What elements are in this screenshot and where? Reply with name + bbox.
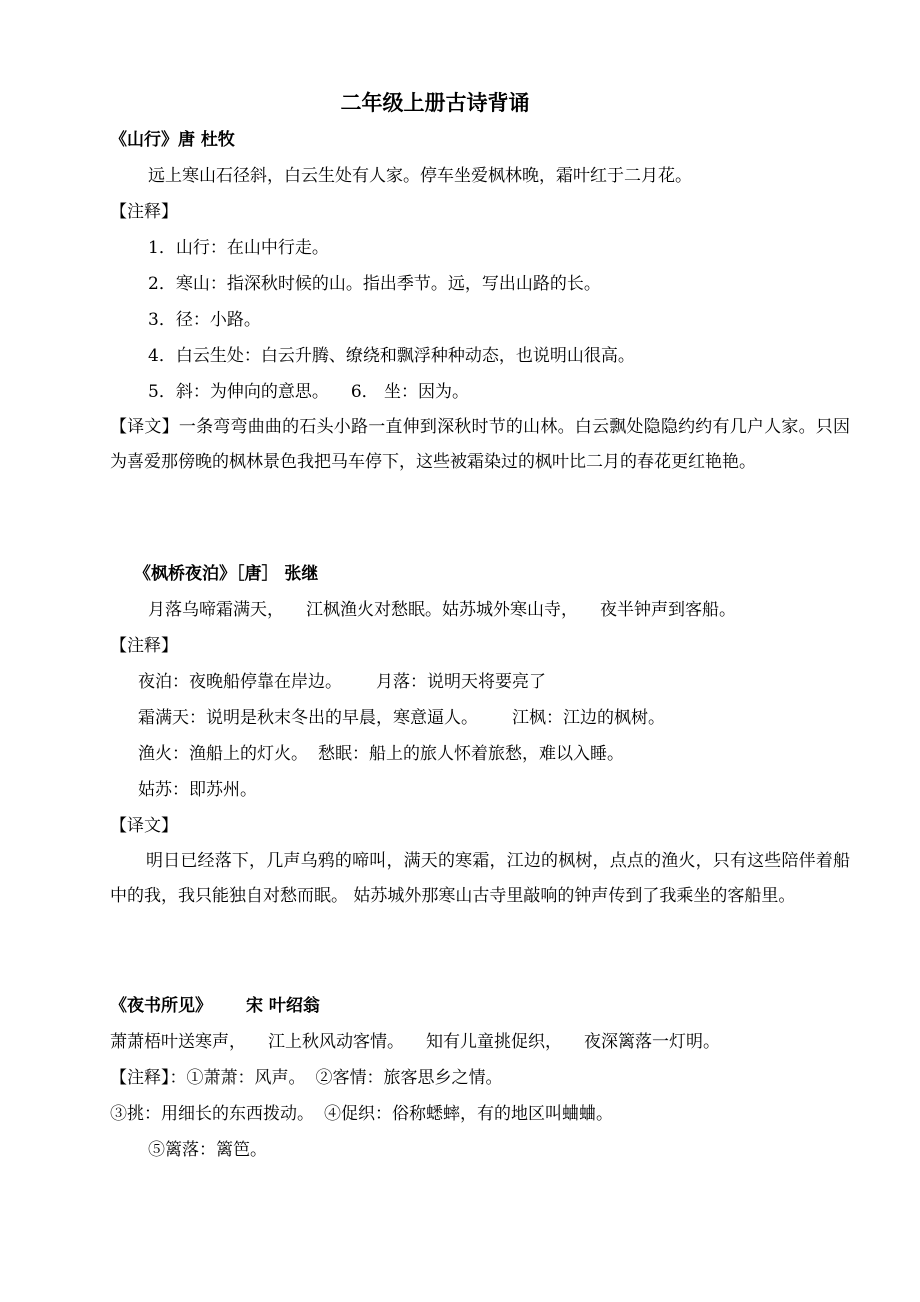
poem3-note-4: ④促织：俗称蟋蟀，有的地区叫蛐蛐。 (324, 1104, 613, 1124)
poem3-note-5: ⑤篱落：篱笆。 (148, 1140, 267, 1160)
poem2-note-7: 姑苏：即苏州。 (138, 780, 257, 800)
poem1-text: 远上寒山石径斜，白云生处有人家。停车坐爱枫林晚，霜叶红于二月花。 (148, 166, 692, 186)
poem2-notes-label: 【注释】 (110, 636, 178, 656)
poem2-title: 《枫桥夜泊》［唐］ (134, 564, 279, 584)
poem1-title: 《山行》唐 (110, 130, 195, 150)
poem1-translation: 【译文】一条弯弯曲曲的石头小路一直伸到深秋时节的山林。白云飘处隐隐约约有几户人家。只因为喜爱那傍晚的枫林景色我把马车停下，这些被霜染过的枫叶比二月的春花更红艳艳。 (110, 417, 850, 472)
poem3-title: 《夜书所见》 (110, 996, 212, 1016)
poem1-note-4: 4．白云生处：白云升腾、缭绕和飘浮种种动态，也说明山很高。 (148, 346, 635, 366)
poem3-text (110, 1031, 720, 1053)
poem1-note-5-6 (148, 381, 469, 403)
poem3-notes-row-1 (110, 1067, 503, 1089)
poem2-author: 张继 (284, 564, 319, 584)
poem1-author: 杜牧 (200, 130, 235, 150)
poem2-notes-row-3 (138, 743, 624, 765)
poem1-note-2: 2．寒山：指深秋时候的山。指出季节。远，写出山路的长。 (148, 274, 601, 294)
poem1-note-6: 6． 坐：因为。 (350, 382, 470, 402)
poem3-note-2: ②客情：旅客思乡之情。 (315, 1068, 503, 1088)
poem2-note-2: 月落：说明天将要亮了 (376, 672, 546, 692)
poem1-note-1: 1．山行：在山中行走。 (148, 238, 329, 258)
poem3-note-1: ①萧萧：风声。 (186, 1068, 306, 1088)
poem1-note-3: 3．径：小路。 (148, 310, 261, 330)
poem2-note-4: 江枫：江边的枫树。 (512, 708, 665, 728)
poem2-line1: 月落乌啼霜满天， (148, 600, 284, 620)
poem2-note-3: 霜满天：说明是秋末冬出的早晨，寒意逼人。 (138, 708, 478, 728)
poem3-author: 宋 叶绍翁 (246, 996, 320, 1016)
page-title: 二年级上册古诗背诵 (340, 91, 530, 115)
poem2-notes-row-1 (138, 671, 546, 693)
poem1-note-5: 5．斜：为伸向的意思。 (148, 382, 329, 402)
poem2-note-5: 渔火：渔船上的灯火。 (138, 744, 308, 764)
poem3-notes-label: 【注释】： (110, 1068, 187, 1088)
poem3-notes-row-2 (110, 1103, 613, 1125)
poem2-text (148, 599, 736, 621)
poem2-translation: 明日已经落下，几声乌鸦的啼叫，满天的寒霜，江边的枫树，点点的渔火，只有这些陪伴着船中的我，我只能独自对愁而眠。 姑苏城外那寒山古寺里敲响的钟声传到了我乘坐的客船里。 (110, 851, 850, 906)
poem1-heading (110, 129, 235, 151)
poem3-line3: 知有儿童挑促织， (426, 1032, 562, 1052)
poem2-heading (134, 563, 318, 585)
poem3-line2: 江上秋风动客情。 (268, 1032, 404, 1052)
poem3-line1: 萧萧梧叶送寒声， (110, 1032, 246, 1052)
poem2-note-1: 夜泊：夜晚船停靠在岸边。 (138, 672, 342, 692)
poem1-notes-label: 【注释】 (110, 202, 178, 222)
poem3-note-3: ③挑：用细长的东西拨动。 (110, 1104, 314, 1124)
poem3-line4: 夜深篱落一灯明。 (584, 1032, 720, 1052)
poem2-line3: 夜半钟声到客船。 (600, 600, 736, 620)
poem2-note-6: 愁眠：船上的旅人怀着旅愁，难以入睡。 (318, 744, 624, 764)
poem2-notes-row-2 (138, 707, 665, 729)
poem2-line2: 江枫渔火对愁眠。姑苏城外寒山寺， (306, 600, 578, 620)
poem2-translation-label: 【译文】 (110, 816, 178, 836)
poem3-heading (110, 995, 320, 1017)
